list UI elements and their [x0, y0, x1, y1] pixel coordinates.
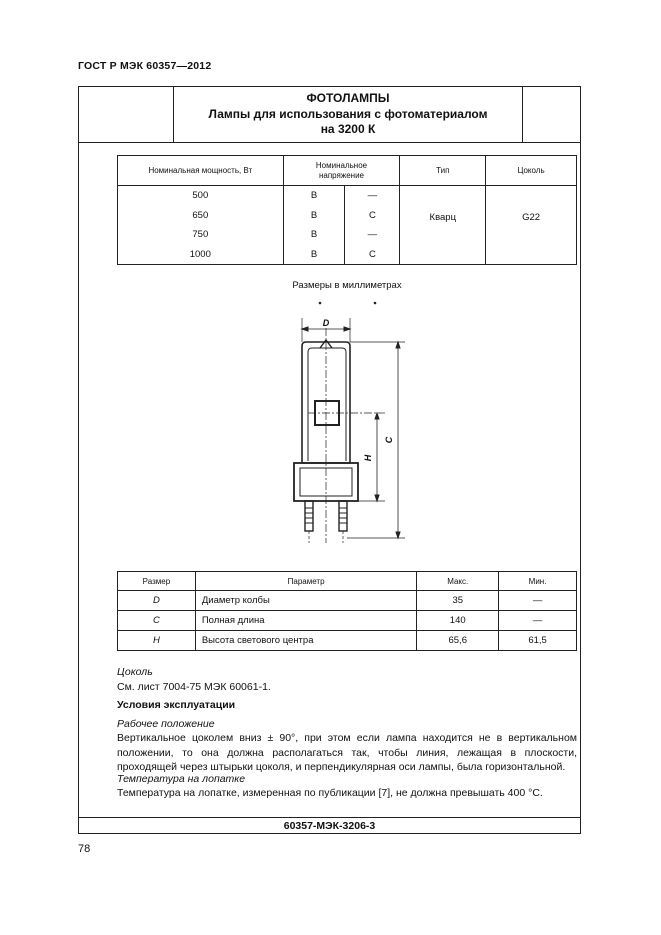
table-row — [118, 186, 577, 206]
max-cell: 65,6 — [417, 631, 499, 651]
bulb-inner — [308, 348, 346, 461]
dot-mark — [319, 302, 321, 304]
header-cap: Цоколь — [486, 156, 577, 186]
page-number: 78 — [78, 843, 91, 855]
header-power: Номинальная мощность, Вт — [118, 156, 284, 186]
parameter-cell: Диаметр колбы — [195, 591, 416, 611]
footer-divider — [78, 817, 581, 818]
header-min: Мин. — [499, 572, 577, 591]
pin-left — [305, 501, 313, 543]
header-max: Макс. — [417, 572, 499, 591]
min-cell: — — [499, 591, 577, 611]
sheet-header-right-cell — [522, 86, 581, 143]
label-h: H — [363, 454, 373, 462]
header-voltage-line1: Номинальное — [315, 160, 368, 170]
standard-code: ГОСТ Р МЭК 60357—2012 — [78, 60, 212, 72]
power-cell: 750 — [118, 225, 284, 245]
header-type: Тип — [400, 156, 486, 186]
min-cell: 61,5 — [499, 631, 577, 651]
rating-table-header — [118, 156, 577, 186]
min-cell: — — [499, 611, 577, 631]
sheet-header-left-cell — [78, 86, 174, 143]
voltage-cell: B — [283, 245, 345, 265]
position-text: Вертикальное цоколем вниз ± 90°, при этом если лампа находится не в вертикальном положении, то она должна располагаться так, чтобы линия, лежащая в плоскости, проходящей через штырьки цоколя, и перпендикулярная оси лампы, была горизонтальной. — [117, 732, 577, 773]
cap-heading: Цоколь — [117, 666, 153, 678]
dimension-table — [117, 571, 577, 651]
dot-mark — [374, 302, 376, 304]
header-size: Размер — [118, 572, 196, 591]
table-row — [118, 591, 577, 611]
mark-cell: — — [345, 225, 400, 245]
rating-table — [117, 155, 577, 265]
voltage-cell: B — [283, 206, 345, 226]
size-cell: C — [118, 611, 196, 631]
dimension-c — [347, 342, 405, 538]
voltage-cell: B — [283, 225, 345, 245]
voltage-cell: B — [283, 186, 345, 206]
pin-right — [339, 501, 347, 543]
table-row — [118, 631, 577, 651]
temp-heading: Температура на лопатке — [117, 773, 246, 785]
label-d: D — [322, 318, 330, 328]
conditions-heading: Условия эксплуатации — [117, 699, 236, 711]
mark-cell: C — [345, 206, 400, 226]
sheet-title — [174, 91, 522, 138]
type-cell: Кварц — [400, 186, 486, 265]
sheet-code: 60357-МЭК-3206-3 — [283, 820, 376, 832]
power-cell: 500 — [118, 186, 284, 206]
sheet-title-line1: ФОТОЛАМПЫ — [306, 91, 390, 105]
max-cell: 35 — [417, 591, 499, 611]
size-cell: H — [118, 631, 196, 651]
sheet-title-line3: на 3200 К — [320, 122, 376, 136]
max-cell: 140 — [417, 611, 499, 631]
size-cell: D — [118, 591, 196, 611]
parameter-cell: Полная длина — [195, 611, 416, 631]
header-parameter: Параметр — [195, 572, 416, 591]
temp-text: Температура на лопатке, измеренная по публикации [7], не должна превышать 400 °С. — [117, 787, 543, 799]
table-row — [118, 611, 577, 631]
dimension-table-header — [118, 572, 577, 591]
power-cell: 650 — [118, 206, 284, 226]
label-c: C — [384, 436, 394, 444]
cap-text: См. лист 7004-75 МЭК 60061-1. — [117, 681, 271, 693]
header-voltage — [283, 156, 400, 186]
power-cell: 1000 — [118, 245, 284, 265]
lamp-drawing — [280, 298, 420, 548]
sheet-title-line2: Лампы для использования с фотоматериалом — [208, 106, 488, 121]
cap-cell: G22 — [486, 186, 577, 265]
position-heading: Рабочее положение — [117, 718, 215, 730]
header-voltage-line2: напряжение — [318, 170, 364, 180]
mark-cell: — — [345, 186, 400, 206]
parameter-cell: Высота светового центра — [195, 631, 416, 651]
mark-cell: C — [345, 245, 400, 265]
drawing-caption: Размеры в миллиметрах — [292, 280, 402, 291]
